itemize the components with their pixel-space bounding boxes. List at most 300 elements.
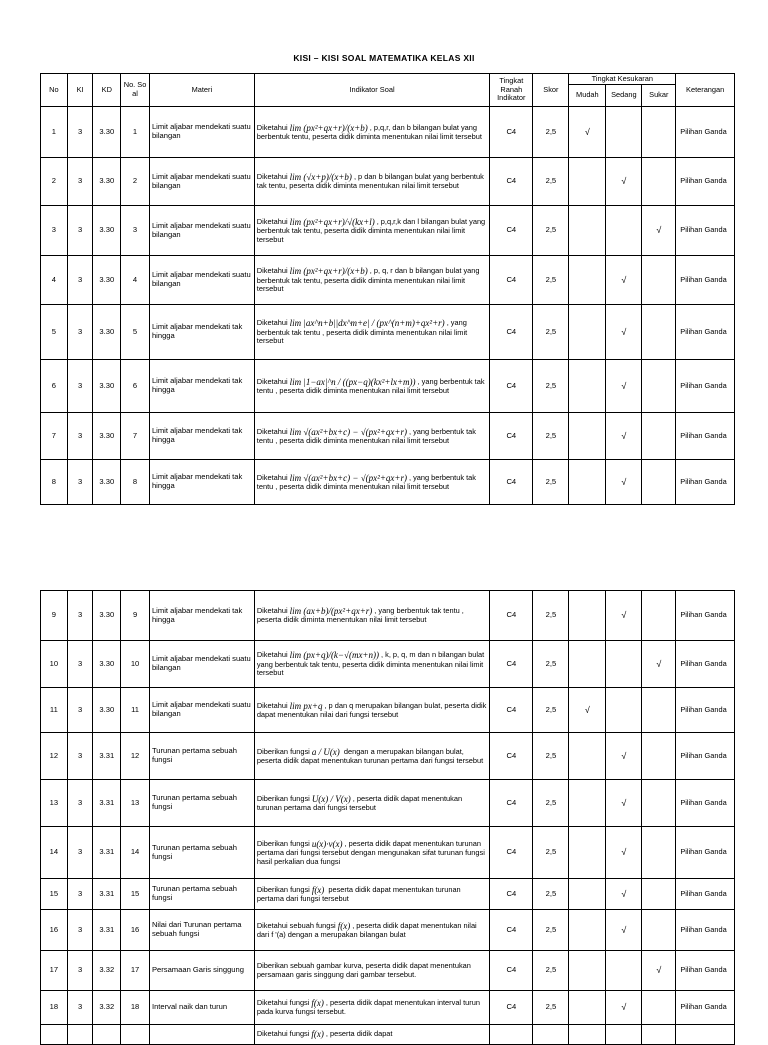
row-indikator [254, 641, 489, 688]
row-keterangan: Pilihan Ganda [676, 460, 735, 505]
row-no: 5 [41, 305, 68, 360]
row-tingkat-ranah: C4 [490, 910, 533, 951]
row-sukar-cell [642, 460, 676, 505]
row-keterangan: Pilihan Ganda [676, 910, 735, 951]
formula-expression: lim √(ax²+bx+c) − √(px²+qx+r) [289, 426, 407, 437]
table-row [41, 780, 735, 827]
row-kd: 3.30 [93, 413, 121, 460]
row-indikator [254, 780, 489, 827]
row-skor: 2,5 [533, 780, 569, 827]
indikator-prefix: Diketahui [256, 606, 288, 616]
row-indikator [254, 460, 489, 505]
col-tingkat-ranah: Tingkat Ranah Indikator [490, 74, 533, 107]
formula-expression: lim (px²+qx+r)/√(kx+l) [289, 216, 375, 227]
row-mudah-cell [569, 305, 606, 360]
row-sukar-cell [642, 107, 676, 158]
row-tingkat-ranah: C4 [490, 107, 533, 158]
row-indikator [254, 991, 489, 1025]
row-kd: 3.31 [93, 733, 121, 780]
check-mark-icon: √ [621, 430, 627, 441]
row-keterangan: Pilihan Ganda [676, 879, 735, 910]
col-no: No [41, 74, 68, 107]
table-row [41, 360, 735, 413]
row-kd: 3.30 [93, 688, 121, 733]
formula-expression: f(x) [311, 884, 325, 895]
row-kd: 3.31 [93, 910, 121, 951]
indikator-prefix: Diketahui [256, 172, 288, 182]
row-mudah-cell [569, 641, 606, 688]
indikator-text: , peserta didik dapat menentukan nilai dari f '(a) dengan a merupakan bilangan bulat [256, 920, 477, 939]
indikator-prefix: Diketahui [256, 650, 288, 660]
row-sukar-cell [642, 780, 676, 827]
row-skor: 2,5 [533, 158, 569, 206]
row-no-soal: 12 [121, 733, 150, 780]
row-sukar-cell [642, 951, 676, 991]
row-indikator [254, 158, 489, 206]
check-mark-icon: √ [621, 476, 627, 487]
row-sukar-cell [642, 360, 676, 413]
row-mudah-cell [569, 910, 606, 951]
row-indikator [254, 733, 489, 780]
check-mark-icon: √ [621, 847, 627, 858]
row-mudah-cell [569, 107, 606, 158]
row-indikator [254, 413, 489, 460]
row-skor: 2,5 [533, 879, 569, 910]
row-sukar-cell [642, 827, 676, 879]
row-no: 18 [41, 991, 68, 1025]
row-ki: 3 [67, 107, 93, 158]
row-mudah-cell [569, 780, 606, 827]
row-materi: Limit aljabar mendekati suatu bilangan [149, 641, 254, 688]
row-no: 10 [41, 641, 68, 688]
indikator-prefix: Diberikan fungsi [256, 884, 310, 894]
formula-expression: u(x)·v(x) [311, 838, 343, 849]
indikator-prefix: Diketahui [256, 376, 288, 386]
row-sukar-cell [642, 641, 676, 688]
row-keterangan [676, 1025, 735, 1045]
col-ki: KI [67, 74, 93, 107]
table-row [41, 256, 735, 305]
row-keterangan: Pilihan Ganda [676, 641, 735, 688]
indikator-text: , p,q,r,k dan l bilangan bulat yang berbentuk tak tentu, peserta didik diminta menentukan nilai limit tersebut [256, 216, 486, 244]
row-indikator [254, 827, 489, 879]
row-ki: 3 [67, 733, 93, 780]
row-kd: 3.30 [93, 107, 121, 158]
row-no-soal: 7 [121, 413, 150, 460]
row-no-soal: 2 [121, 158, 150, 206]
table-row [41, 158, 735, 206]
col-skor: Skor [533, 74, 569, 107]
row-no-soal: 8 [121, 460, 150, 505]
kisi-table-page1 [40, 73, 735, 505]
indikator-text: , p dan b bilangan bulat yang berbentuk tak tentu, peserta didik diminta menentukan nilai limit tersebut [256, 172, 484, 191]
row-indikator [254, 879, 489, 910]
row-materi: Limit aljabar mendekati tak hingga [149, 591, 254, 641]
row-indikator [254, 256, 489, 305]
row-mudah-cell [569, 591, 606, 641]
row-sedang-cell [606, 1025, 642, 1045]
row-materi: Limit aljabar mendekati suatu bilangan [149, 206, 254, 256]
indikator-prefix: Diketahui [256, 122, 288, 132]
row-sukar-cell [642, 688, 676, 733]
row-skor: 2,5 [533, 688, 569, 733]
row-keterangan: Pilihan Ganda [676, 413, 735, 460]
row-materi: Limit aljabar mendekati tak hingga [149, 413, 254, 460]
row-skor: 2,5 [533, 827, 569, 879]
indikator-text: , yang berbentuk tak tentu , peserta didik diminta menentukan nilai limit tersebut [256, 426, 476, 445]
row-no: 11 [41, 688, 68, 733]
formula-expression: lim (px²+qx+r)/(x+b) [289, 122, 368, 133]
table-row [41, 460, 735, 505]
row-no: 15 [41, 879, 68, 910]
formula-expression: f(x) [311, 1029, 324, 1040]
row-ki: 3 [67, 206, 93, 256]
row-keterangan: Pilihan Ganda [676, 733, 735, 780]
row-sedang-cell [606, 413, 642, 460]
table-row [41, 688, 735, 733]
row-keterangan: Pilihan Ganda [676, 780, 735, 827]
col-kd: KD [93, 74, 121, 107]
row-no-soal: 11 [121, 688, 150, 733]
row-mudah-cell [569, 256, 606, 305]
row-no: 3 [41, 206, 68, 256]
row-kd: 3.30 [93, 305, 121, 360]
formula-expression: lim px+q [289, 700, 323, 711]
row-indikator [254, 688, 489, 733]
formula-expression: a / U(x) [311, 746, 340, 757]
row-no-soal: 1 [121, 107, 150, 158]
row-keterangan: Pilihan Ganda [676, 951, 735, 991]
row-materi: Limit aljabar mendekati suatu bilangan [149, 158, 254, 206]
row-ki: 3 [67, 305, 93, 360]
row-mudah-cell [569, 206, 606, 256]
row-sukar-cell [642, 256, 676, 305]
row-skor: 2,5 [533, 910, 569, 951]
row-keterangan: Pilihan Ganda [676, 206, 735, 256]
row-ki: 3 [67, 879, 93, 910]
indikator-text: , k, p, q, m dan n bilangan bulat yang berbentuk tak tentu, peserta didik diminta menentukan nilai limit tersebut [256, 650, 485, 678]
col-no-soal: No. So al [121, 74, 150, 107]
col-tingkat-kesukaran: Tingkat Kesukaran [569, 74, 676, 85]
row-materi: Limit aljabar mendekati suatu bilangan [149, 688, 254, 733]
row-materi: Nilai dari Turunan pertama sebuah fungsi [149, 910, 254, 951]
row-keterangan: Pilihan Ganda [676, 591, 735, 641]
row-no: 8 [41, 460, 68, 505]
row-keterangan: Pilihan Ganda [676, 360, 735, 413]
row-skor [533, 1025, 569, 1045]
table-row [41, 591, 735, 641]
row-mudah-cell [569, 1025, 606, 1045]
row-kd: 3.32 [93, 951, 121, 991]
row-sedang-cell [606, 910, 642, 951]
row-mudah-cell [569, 733, 606, 780]
indikator-text: , peserta didik dapat menentukan turunan pertama dari fungsi tersebut dengan mengunakan sifat turunan fungsi hasil perkalian dua fungsi [256, 838, 485, 866]
row-sukar-cell [642, 591, 676, 641]
col-mudah: Mudah [569, 85, 606, 107]
row-sukar-cell [642, 305, 676, 360]
row-kd: 3.32 [93, 991, 121, 1025]
row-ki: 3 [67, 951, 93, 991]
row-sedang-cell [606, 780, 642, 827]
row-keterangan: Pilihan Ganda [676, 305, 735, 360]
formula-expression: lim (px+q)/(k−√(mx+n)) [289, 650, 380, 661]
indikator-text: , peserta didik dapat menentukan interval turun pada kurva fungsi tersebut. [256, 998, 480, 1017]
table-row [41, 107, 735, 158]
row-kd: 3.31 [93, 827, 121, 879]
row-indikator [254, 951, 489, 991]
indikator-prefix: Diketahui [256, 472, 288, 482]
row-no-soal: 18 [121, 991, 150, 1025]
row-sedang-cell [606, 360, 642, 413]
row-no-soal: 4 [121, 256, 150, 305]
row-tingkat-ranah: C4 [490, 413, 533, 460]
indikator-prefix: Diketahui [256, 426, 288, 436]
row-sedang-cell [606, 688, 642, 733]
check-mark-icon: √ [621, 750, 627, 761]
row-no-soal: 5 [121, 305, 150, 360]
table-row [41, 879, 735, 910]
formula-expression: lim |ax^n+b||dx^m+e| / (px^(n+m)+qx²+r) [289, 318, 445, 329]
check-mark-icon: √ [584, 126, 590, 137]
row-sedang-cell [606, 991, 642, 1025]
check-mark-icon: √ [621, 274, 627, 285]
row-ki: 3 [67, 991, 93, 1025]
row-tingkat-ranah: C4 [490, 360, 533, 413]
row-no: 7 [41, 413, 68, 460]
row-no-soal: 9 [121, 591, 150, 641]
row-no-soal: 17 [121, 951, 150, 991]
indikator-prefix: Diberikan sebuah gambar kurva, peserta didik dapat menentukan persamaan garis singgung dari gambar tersebut. [256, 960, 471, 979]
formula-expression: lim |1−ax|^n / ((px−q)(kx²+lx+m)) [289, 376, 416, 387]
row-sedang-cell [606, 641, 642, 688]
row-sedang-cell [606, 827, 642, 879]
kisi-table-page2 [40, 590, 735, 1045]
check-mark-icon: √ [621, 176, 627, 187]
row-skor: 2,5 [533, 951, 569, 991]
check-mark-icon: √ [621, 610, 627, 621]
row-sedang-cell [606, 879, 642, 910]
row-no-soal: 16 [121, 910, 150, 951]
row-sedang-cell [606, 158, 642, 206]
row-no: 14 [41, 827, 68, 879]
row-sedang-cell [606, 460, 642, 505]
row-no: 12 [41, 733, 68, 780]
row-materi: Turunan pertama sebuah fungsi [149, 879, 254, 910]
row-tingkat-ranah: C4 [490, 688, 533, 733]
row-indikator [254, 107, 489, 158]
row-kd: 3.30 [93, 360, 121, 413]
row-materi: Turunan pertama sebuah fungsi [149, 827, 254, 879]
row-no-soal: 10 [121, 641, 150, 688]
check-mark-icon: √ [584, 704, 590, 715]
row-skor: 2,5 [533, 206, 569, 256]
row-mudah-cell [569, 827, 606, 879]
indikator-prefix: Diketahui [256, 266, 288, 276]
row-sukar-cell [642, 991, 676, 1025]
row-sedang-cell [606, 206, 642, 256]
row-tingkat-ranah: C4 [490, 256, 533, 305]
check-mark-icon: √ [656, 658, 662, 669]
row-sedang-cell [606, 305, 642, 360]
indikator-prefix: Diketahui [256, 318, 288, 328]
row-no: 4 [41, 256, 68, 305]
col-sukar: Sukar [642, 85, 676, 107]
row-materi [149, 1025, 254, 1045]
row-no-soal: 3 [121, 206, 150, 256]
indikator-text: dengan a merupakan bilangan bulat, peserta didik dapat menentukan turunan pertama dari fungsi tersebut [256, 746, 484, 765]
col-sedang: Sedang [606, 85, 642, 107]
check-mark-icon: √ [621, 797, 627, 808]
formula-expression: f(x) [311, 998, 324, 1009]
row-no-soal [121, 1025, 150, 1045]
row-keterangan: Pilihan Ganda [676, 158, 735, 206]
row-no: 13 [41, 780, 68, 827]
row-kd: 3.30 [93, 591, 121, 641]
row-mudah-cell [569, 360, 606, 413]
formula-expression: lim (ax+b)/(px²+qx+r) [289, 606, 373, 617]
check-mark-icon: √ [621, 888, 627, 899]
row-materi: Turunan pertama sebuah fungsi [149, 733, 254, 780]
row-no-soal: 13 [121, 780, 150, 827]
row-kd: 3.30 [93, 460, 121, 505]
check-mark-icon: √ [656, 225, 662, 236]
row-tingkat-ranah: C4 [490, 780, 533, 827]
row-no [41, 1025, 68, 1045]
row-sedang-cell [606, 733, 642, 780]
table-row [41, 1025, 735, 1045]
row-skor: 2,5 [533, 641, 569, 688]
check-mark-icon: √ [621, 924, 627, 935]
row-no: 6 [41, 360, 68, 413]
indikator-prefix: Diketahui fungsi [256, 1029, 310, 1039]
indikator-text: , yang berbentuk tak tentu , peserta didik diminta menentukan nilai limit tersebut [256, 318, 468, 346]
row-no: 16 [41, 910, 68, 951]
indikator-text: , peserta didik dapat menentukan turunan pertama dari fungsi tersebut [256, 793, 463, 812]
row-skor: 2,5 [533, 360, 569, 413]
row-tingkat-ranah: C4 [490, 733, 533, 780]
row-ki: 3 [67, 158, 93, 206]
row-sukar-cell [642, 733, 676, 780]
row-materi: Limit aljabar mendekati tak hingga [149, 360, 254, 413]
col-materi: Materi [149, 74, 254, 107]
row-skor: 2,5 [533, 413, 569, 460]
row-skor: 2,5 [533, 460, 569, 505]
indikator-text: , peserta didik dapat [325, 1029, 393, 1039]
row-mudah-cell [569, 460, 606, 505]
table-row [41, 827, 735, 879]
row-skor: 2,5 [533, 107, 569, 158]
col-indikator: Indikator Soal [254, 74, 489, 107]
row-no: 2 [41, 158, 68, 206]
row-ki: 3 [67, 641, 93, 688]
check-mark-icon: √ [621, 326, 627, 337]
row-skor: 2,5 [533, 256, 569, 305]
table-row [41, 641, 735, 688]
row-tingkat-ranah: C4 [490, 951, 533, 991]
row-ki: 3 [67, 780, 93, 827]
row-ki: 3 [67, 460, 93, 505]
row-ki: 3 [67, 413, 93, 460]
table-row [41, 733, 735, 780]
indikator-text: , p, q, r dan b bilangan bulat yang berbentuk tak tentu, peserta didik diminta menentukan nilai limit tersebut [256, 266, 480, 294]
row-mudah-cell [569, 951, 606, 991]
row-skor: 2,5 [533, 591, 569, 641]
row-materi: Limit aljabar mendekati tak hingga [149, 305, 254, 360]
formula-expression: U(x) / V(x) [311, 793, 351, 804]
row-no: 9 [41, 591, 68, 641]
row-tingkat-ranah: C4 [490, 879, 533, 910]
row-no-soal: 15 [121, 879, 150, 910]
document-title: KISI – KISI SOAL MATEMATIKA KELAS XII [293, 53, 475, 63]
row-skor: 2,5 [533, 733, 569, 780]
indikator-text: , yang berbentuk tak tentu , peserta didik diminta menentukan nilai limit tersebut [256, 472, 476, 491]
indikator-text: , yang berbentuk tak tentu , peserta didik diminta menentukan nilai limit tersebut [256, 376, 485, 395]
indikator-prefix: Diberikan fungsi [256, 746, 310, 756]
row-indikator [254, 206, 489, 256]
row-kd: 3.30 [93, 256, 121, 305]
row-materi: Limit aljabar mendekati tak hingga [149, 460, 254, 505]
indikator-prefix: Diketahui [256, 216, 288, 226]
row-sedang-cell [606, 107, 642, 158]
formula-expression: lim (√x+p)/(x+b) [289, 172, 352, 183]
check-mark-icon: √ [621, 1002, 627, 1013]
row-no-soal: 6 [121, 360, 150, 413]
row-sedang-cell [606, 591, 642, 641]
row-ki: 3 [67, 688, 93, 733]
row-mudah-cell [569, 413, 606, 460]
row-keterangan: Pilihan Ganda [676, 991, 735, 1025]
row-no-soal: 14 [121, 827, 150, 879]
row-kd [93, 1025, 121, 1045]
indikator-text: , p dan q merupakan bilangan bulat, peserta didik dapat menentukan nilai dari fungsi tersebut [256, 700, 487, 719]
row-tingkat-ranah: C4 [490, 641, 533, 688]
row-indikator [254, 910, 489, 951]
row-kd: 3.30 [93, 158, 121, 206]
row-tingkat-ranah: C4 [490, 991, 533, 1025]
indikator-prefix: Diketahui fungsi [256, 998, 310, 1008]
row-sukar-cell [642, 1025, 676, 1045]
check-mark-icon: √ [621, 380, 627, 391]
formula-expression: lim (px²+qx+r)/(x+b) [289, 266, 368, 277]
table-row [41, 910, 735, 951]
row-sukar-cell [642, 910, 676, 951]
check-mark-icon: √ [656, 965, 662, 976]
row-ki: 3 [67, 360, 93, 413]
indikator-prefix: Diberikan fungsi [256, 838, 310, 848]
row-mudah-cell [569, 879, 606, 910]
formula-expression: f(x) [337, 920, 351, 931]
row-kd: 3.31 [93, 879, 121, 910]
row-materi: Persamaan Garis singgung [149, 951, 254, 991]
row-tingkat-ranah: C4 [490, 158, 533, 206]
table-row [41, 305, 735, 360]
row-ki: 3 [67, 827, 93, 879]
row-kd: 3.30 [93, 641, 121, 688]
row-kd: 3.30 [93, 206, 121, 256]
row-materi: Limit aljabar mendekati suatu bilangan [149, 256, 254, 305]
row-indikator [254, 305, 489, 360]
row-materi: Interval naik dan turun [149, 991, 254, 1025]
row-keterangan: Pilihan Ganda [676, 827, 735, 879]
indikator-text: , yang berbentuk tak tentu , peserta didik diminta menentukan nilai limit tersebut [256, 606, 464, 625]
row-mudah-cell [569, 158, 606, 206]
row-tingkat-ranah: C4 [490, 460, 533, 505]
row-skor: 2,5 [533, 305, 569, 360]
row-keterangan: Pilihan Ganda [676, 256, 735, 305]
row-mudah-cell [569, 688, 606, 733]
row-mudah-cell [569, 991, 606, 1025]
table-row [41, 206, 735, 256]
